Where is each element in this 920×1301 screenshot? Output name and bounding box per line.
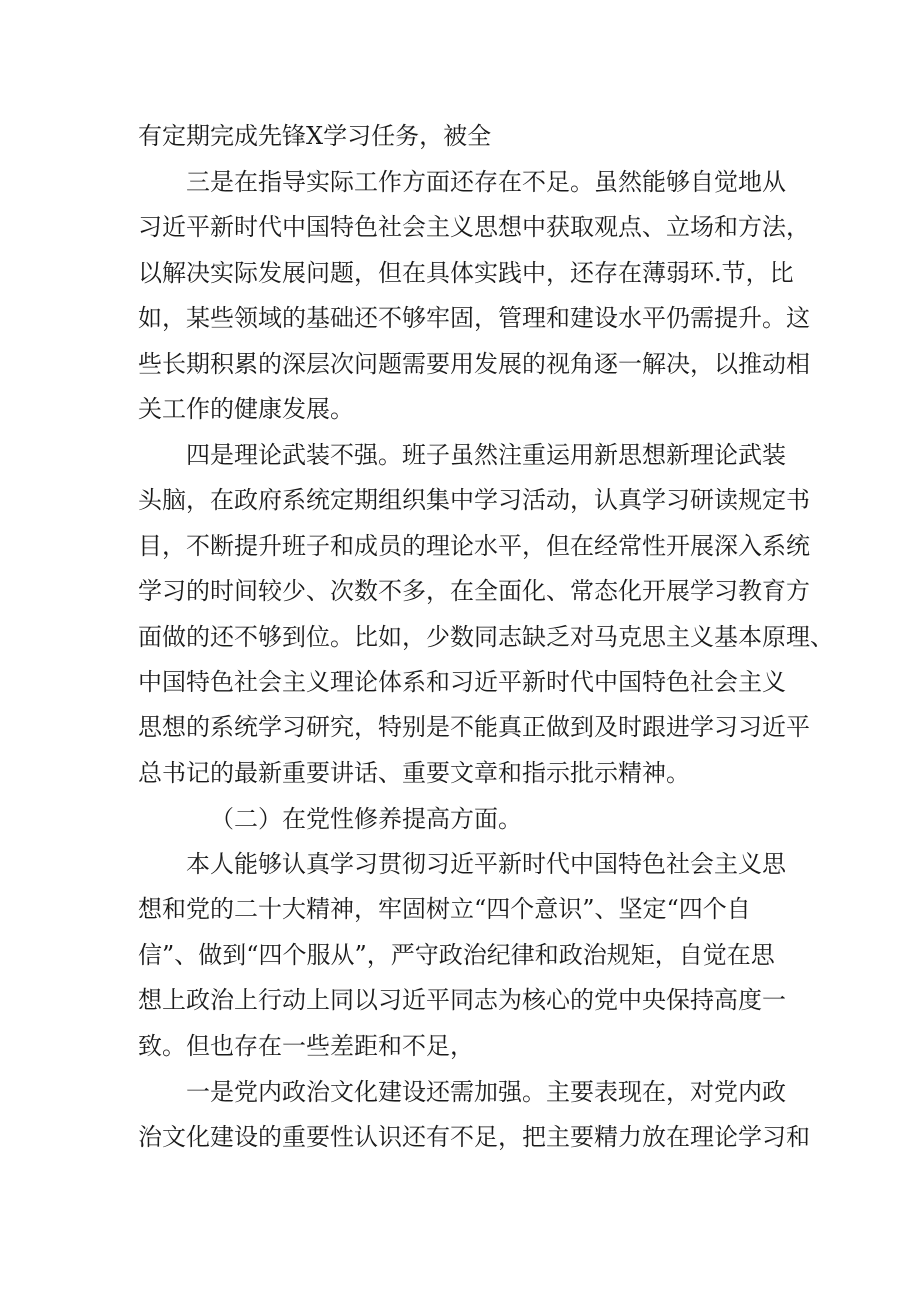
section-heading bbox=[138, 797, 798, 842]
paragraph-third-point bbox=[138, 160, 810, 432]
text-line: 想和党的二十大精神，牢固树立“四个意识”、坚定“四个自 bbox=[138, 895, 751, 924]
text-line: 关工作的健康发展。 bbox=[138, 394, 354, 423]
heading-line: （二）在党性修养提高方面。 bbox=[210, 805, 522, 833]
text-line: 头脑，在政府系统定期组织集中学习活动，认真学习研读规定书 bbox=[138, 486, 810, 515]
text-line: 如，某些领域的基础还不够牢固，管理和建设水平仍需提升。这 bbox=[138, 304, 810, 333]
text-line: 习近平新时代中国特色社会主义思想中获取观点、立场和方法， bbox=[138, 213, 810, 242]
text-line: 思想的系统学习研究，特别是不能真正做到及时跟进学习习近平 bbox=[138, 713, 810, 742]
text-line: 有定期完成先锋X学习任务，被全 bbox=[138, 122, 492, 150]
text-line: 致。但也存在一些差距和不足， bbox=[138, 1031, 474, 1060]
text-line: 四是理论武装不强。班子虽然注重运用新思想新理论武装 bbox=[186, 441, 786, 469]
paragraph-continuation bbox=[138, 114, 798, 159]
text-line: 些长期积累的深层次问题需要用发展的视角逐一解决，以推动相 bbox=[138, 349, 810, 378]
text-line: 本人能够认真学习贯彻习近平新时代中国特色社会主义思 bbox=[186, 850, 786, 878]
text-line: 中国特色社会主义理论体系和习近平新时代中国特色社会主义 bbox=[138, 667, 786, 696]
text-line: 三是在指导实际工作方面还存在不足。虽然能够自觉地从 bbox=[186, 168, 786, 196]
text-line: 学习的时间较少、次数不多，在全面化、常态化开展学习教育方 bbox=[138, 577, 810, 606]
text-line: 想上政治上行动上同以习近平同志为核心的党中央保持高度一 bbox=[138, 986, 786, 1015]
paragraph-first-point bbox=[138, 1070, 810, 1161]
paragraph-fourth-point bbox=[138, 433, 834, 796]
text-line: 治文化建设的重要性认识还有不足，把主要精力放在理论学习和 bbox=[138, 1123, 810, 1152]
text-line: 以解决实际发展问题，但在具体实践中，还存在薄弱环.节，比 bbox=[138, 258, 794, 287]
paragraph-self-assessment bbox=[138, 842, 798, 1069]
text-line: 一是党内政治文化建设还需加强。主要表现在，对党内政 bbox=[186, 1078, 786, 1106]
text-line: 信”、做到“四个服从”，严守政治纪律和政治规矩，自觉在思 bbox=[138, 940, 775, 969]
text-line: 总书记的最新重要讲话、重要文章和指示批示精神。 bbox=[138, 758, 690, 787]
text-line: 目，不断提升班子和成员的理论水平，但在经常性开展深入系统 bbox=[138, 531, 810, 560]
text-line: 面做的还不够到位。比如，少数同志缺乏对马克思主义基本原理、 bbox=[138, 622, 834, 651]
